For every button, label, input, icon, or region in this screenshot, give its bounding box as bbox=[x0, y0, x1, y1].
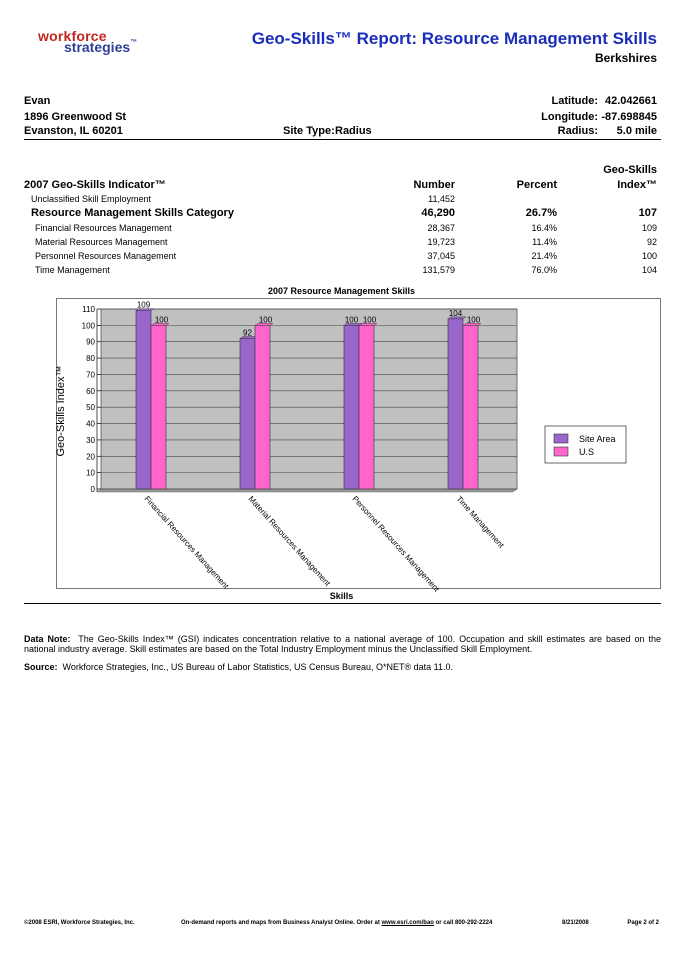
data-label: 104 bbox=[448, 308, 463, 318]
bar bbox=[255, 325, 270, 489]
y-axis-title: Geo-Skills Index™ bbox=[55, 365, 67, 457]
report-area: Berkshires bbox=[594, 51, 657, 65]
row-number: 28,367 bbox=[427, 223, 455, 233]
row-number: 19,723 bbox=[427, 237, 455, 247]
logo-strategies-text: strategies bbox=[64, 39, 131, 55]
data-label: 109 bbox=[136, 300, 151, 310]
latitude-label: Latitude: bbox=[551, 95, 598, 107]
row-label: Personnel Resources Management bbox=[35, 251, 177, 261]
header-percent: Percent bbox=[516, 179, 557, 191]
y-tick-label: 50 bbox=[86, 403, 95, 413]
category-label: Resource Management Skills Category bbox=[31, 207, 234, 219]
x-tick-label: Financial Resources Management bbox=[142, 494, 231, 591]
location-name: Evan bbox=[24, 95, 51, 107]
header-index-line1: Geo-Skills bbox=[603, 164, 657, 176]
data-note-text: The Geo-Skills Index™ (GSI) indicates concentration relative to a national average of 100. Occupation and skill estimates are based on the national industry average. Skill estimates are based on the Total Industry Employment minus the Unclassified Skill Employment. bbox=[24, 634, 661, 654]
longitude-value: -87.698845 bbox=[601, 111, 657, 123]
row-label: Financial Resources Management bbox=[35, 223, 172, 233]
row-label: Material Resources Management bbox=[35, 237, 168, 247]
data-label: 100 bbox=[466, 315, 481, 325]
bar bbox=[463, 325, 478, 489]
footer-bao-link[interactable]: www.esri.com/bao bbox=[381, 920, 434, 926]
footer-ondemand-suffix: or call 800-292-2224 bbox=[433, 920, 493, 926]
y-tick-label: 90 bbox=[86, 337, 95, 347]
row-index: 100 bbox=[641, 251, 657, 261]
row-number: 131,579 bbox=[422, 265, 455, 275]
row-label: Time Management bbox=[35, 265, 110, 275]
y-tick-label: 10 bbox=[86, 468, 95, 478]
bar bbox=[151, 325, 166, 489]
data-note bbox=[24, 634, 661, 654]
bar bbox=[344, 325, 359, 489]
y-tick-label: 70 bbox=[86, 370, 95, 380]
row-index: 92 bbox=[646, 237, 657, 247]
y-tick-label: 100 bbox=[81, 321, 95, 331]
data-label: 100 bbox=[258, 315, 273, 325]
chart-title: 2007 Resource Management Skills bbox=[267, 286, 416, 296]
chart-divider bbox=[24, 603, 661, 604]
y-tick-label: 60 bbox=[86, 386, 95, 396]
x-axis-title: Skills bbox=[329, 591, 354, 601]
logo-tm: ™ bbox=[130, 39, 138, 46]
bar bbox=[448, 319, 463, 489]
legend-swatch bbox=[554, 434, 568, 443]
data-note-label: Data Note: bbox=[24, 634, 71, 644]
latitude-value: 42.042661 bbox=[605, 95, 657, 107]
radius-label: Radius: bbox=[557, 125, 598, 137]
x-tick-label: Material Resources Management bbox=[246, 494, 333, 588]
location-street: 1896 Greenwood St bbox=[24, 111, 127, 123]
bar bbox=[359, 325, 374, 489]
data-label: 100 bbox=[154, 315, 169, 325]
longitude-label: Longitude: bbox=[541, 111, 598, 123]
row-percent: 16.4% bbox=[531, 223, 557, 233]
y-tick-label: 0 bbox=[90, 485, 95, 494]
category-number: 46,290 bbox=[421, 207, 455, 219]
legend-label: Site Area bbox=[579, 434, 616, 444]
unclassified-label: Unclassified Skill Employment bbox=[31, 194, 152, 204]
unclassified-number: 11,452 bbox=[428, 194, 455, 204]
footer-page: Page 2 of 2 bbox=[627, 920, 659, 926]
header-index-line2: Index™ bbox=[617, 179, 657, 191]
category-index: 107 bbox=[638, 207, 657, 219]
row-index: 104 bbox=[641, 265, 657, 275]
y-tick-label: 40 bbox=[86, 419, 95, 429]
row-number: 37,045 bbox=[427, 251, 455, 261]
data-label: 92 bbox=[243, 328, 252, 338]
row-percent: 11.4% bbox=[532, 237, 557, 247]
footer-ondemand-prefix: On-demand reports and maps from Business Analyst Online. Order at bbox=[181, 920, 382, 926]
footer-date: 8/21/2008 bbox=[562, 920, 589, 926]
logo-workforce: workforce bbox=[38, 28, 107, 44]
y-tick-label: 20 bbox=[86, 452, 95, 462]
data-label: 100 bbox=[362, 315, 377, 325]
row-index: 109 bbox=[641, 223, 657, 233]
report-title: Geo-Skills™ Report: Resource Management Skills bbox=[251, 29, 657, 48]
plot-floor bbox=[97, 489, 517, 492]
source-note bbox=[24, 662, 661, 672]
category-percent: 26.7% bbox=[525, 207, 557, 219]
location-city: Evanston, IL 60201 bbox=[24, 125, 123, 137]
footer-ondemand bbox=[181, 920, 492, 926]
header-indicator: 2007 Geo-Skills Indicator™ bbox=[24, 179, 166, 191]
y-tick-label: 110 bbox=[82, 305, 95, 314]
source-label: Source: bbox=[24, 662, 58, 672]
row-percent: 76.0% bbox=[531, 265, 557, 275]
footer-copyright: ©2008 ESRI, Workforce Strategies, Inc. bbox=[24, 920, 135, 926]
legend-box bbox=[545, 426, 626, 463]
bar bbox=[240, 338, 255, 489]
site-type-label: Site Type: bbox=[283, 125, 335, 137]
row-percent: 21.4% bbox=[531, 251, 557, 261]
x-tick-label: Personnel Resources Management bbox=[350, 494, 442, 594]
x-tick-label: Time Management bbox=[454, 494, 506, 550]
radius-value: 5.0 mile bbox=[616, 125, 657, 137]
source-text: Workforce Strategies, Inc., US Bureau of Labor Statistics, US Census Bureau, O*NET® data 11.0. bbox=[62, 662, 454, 672]
data-label: 100 bbox=[344, 315, 359, 325]
site-type-value: Radius bbox=[335, 125, 372, 137]
legend-swatch bbox=[554, 447, 568, 456]
y-tick-label: 30 bbox=[86, 435, 95, 445]
y-tick-label: 80 bbox=[86, 354, 95, 364]
header-number: Number bbox=[413, 179, 455, 191]
legend-label: U.S bbox=[579, 447, 595, 457]
bar bbox=[136, 311, 151, 489]
